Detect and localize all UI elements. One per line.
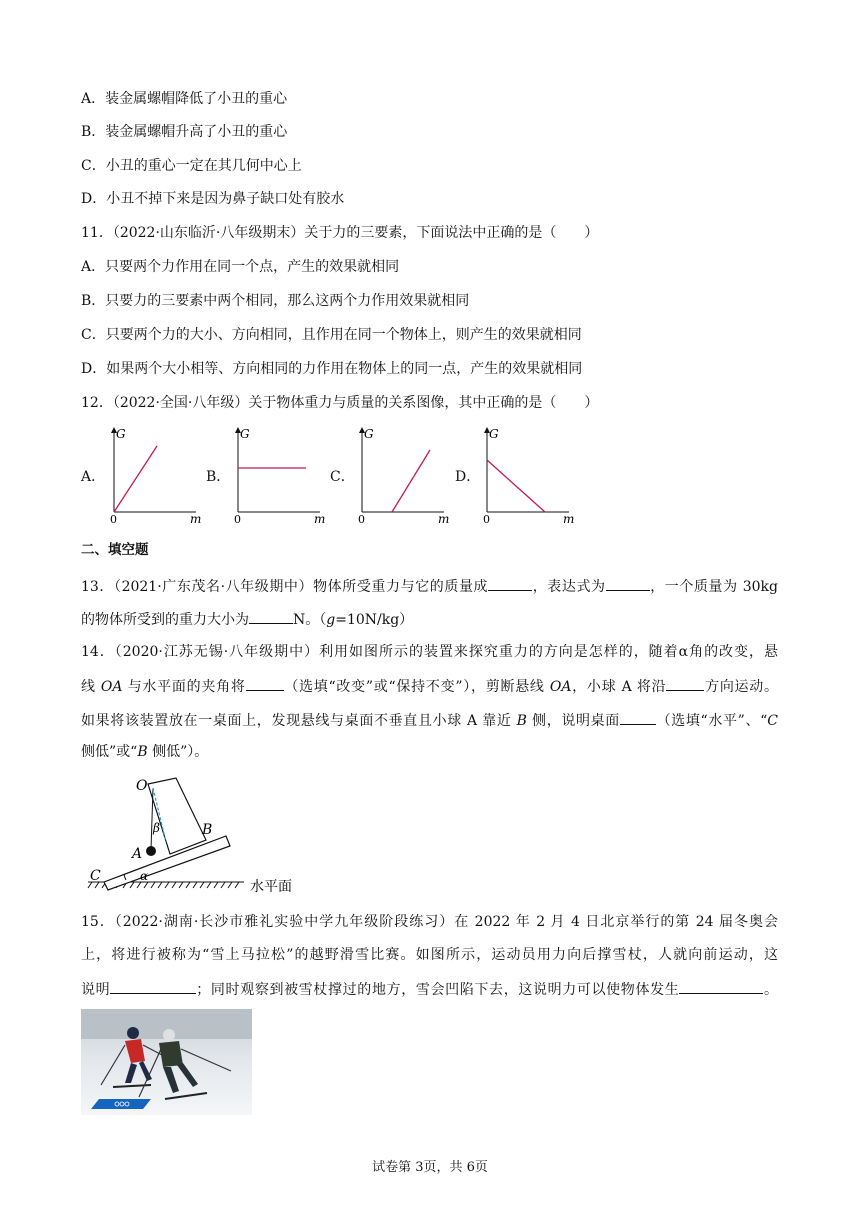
q13-line1: 13．（2021·广东茂名·八年级期中）物体所受重力与它的质量成 ，表达式为 ，一个质量为 30kg — [81, 575, 778, 597]
q11-option-b: B．只要力的三要素中两个相同，那么这两个力作用效果就相同 — [81, 293, 470, 309]
graph-d-origin: 0 — [483, 513, 490, 526]
q11-option-d: D．如果两个大小相等、方向相同的力作用在物体上的同一点，产生的效果就相同 — [81, 361, 583, 377]
graph-d — [477, 424, 577, 526]
label-a: A — [132, 846, 143, 862]
graph-b-axis-y: G — [240, 427, 250, 441]
graph-b — [228, 424, 328, 526]
q10-option-c: C．小丑的重心一定在其几何中心上 — [81, 158, 302, 174]
q15-line3: 说明 ；同时观察到被雪杖撑过的地方，雪会凹陷下去，这说明力可以使物体发生 。 — [81, 978, 778, 1000]
label-o: O — [136, 778, 148, 794]
section-heading: 二、填空题 — [81, 542, 149, 558]
answer-blank — [246, 675, 284, 691]
answer-blank — [666, 675, 704, 691]
q14-line3: 如果将该装置放在一桌面上，发现悬线与桌面不垂直且小球 A 靠近 B 侧，说明桌面 （选填“水平”、“C — [81, 709, 778, 731]
q11-stem: 11．（2022·山东临沂·八年级期末）关于力的三要素，下面说法中正确的是（ ） — [81, 225, 599, 241]
graph-c — [352, 424, 452, 526]
graph-b-origin: 0 — [234, 513, 241, 526]
graph-a-axis-y: G — [116, 427, 126, 441]
label-beta: β — [153, 821, 160, 835]
q15-line2: 上，将进行被称为“雪上马拉松”的越野滑雪比赛。如图所示，运动员用力向后撑雪杖，人就向前运动，这 — [81, 947, 778, 963]
frame-board — [148, 778, 206, 854]
graph-d-axis-x: m — [563, 512, 575, 526]
graph-d-axis-y: G — [489, 427, 499, 441]
q10-option-b: B．装金属螺帽升高了小丑的重心 — [81, 124, 288, 140]
graph-b-axis-x: m — [314, 512, 326, 526]
page-footer: 试卷第 3页，共 6页 — [372, 1160, 488, 1175]
q10-option-d: D．小丑不掉下来是因为鼻子缺口处有胶水 — [81, 191, 345, 207]
graph-a-axis-x: m — [190, 512, 202, 526]
graph-c-axis-x: m — [438, 512, 450, 526]
ad-board — [91, 1099, 151, 1109]
q14-apparatus-figure — [84, 770, 314, 898]
ground-label: 水平面 — [250, 879, 292, 895]
graph-c-label: C． — [330, 469, 355, 485]
graph-a-label: A． — [81, 469, 106, 485]
graph-c-origin: 0 — [358, 513, 365, 526]
graph-d-label: D． — [455, 469, 481, 485]
answer-blank — [249, 608, 293, 624]
answer-blank — [606, 575, 650, 591]
skiing-photo — [81, 1009, 252, 1115]
answer-blank — [110, 978, 196, 994]
ball-a — [146, 846, 156, 856]
answer-blank — [488, 575, 532, 591]
label-c: C — [90, 868, 101, 884]
q14-line2: 线 OA 与水平面的夹角将 （选填“改变”或“保持不变”），剪断悬线 OA，小球 A 将沿 方向运动。 — [81, 675, 778, 697]
label-b: B — [202, 822, 213, 838]
graph-a — [104, 424, 204, 526]
answer-blank — [620, 709, 656, 725]
q11-option-a: A．只要两个力作用在同一个点，产生的效果就相同 — [81, 259, 400, 275]
q11-option-c: C．只要两个力的大小、方向相同，且作用在同一个物体上，则产生的效果就相同 — [81, 327, 582, 343]
q10-option-a: A．装金属螺帽降低了小丑的重心 — [81, 91, 288, 107]
q15-line1: 15．（2022·湖南·长沙市雅礼实验中学九年级阶段练习）在 2022 年 2 月 4 日北京举行的第 24 届冬奥会 — [81, 914, 778, 930]
q14-line1: 14．（2020·江苏无锡·八年级期中）利用如图所示的装置来探究重力的方向是怎样的，随着α角的改变，悬 — [81, 644, 778, 660]
label-alpha: α — [140, 869, 149, 883]
graph-b-label: B． — [206, 469, 231, 485]
answer-blank — [679, 978, 763, 994]
graph-a-line — [114, 446, 157, 512]
graph-d-line — [487, 460, 545, 512]
q14-line4: 侧低”或“B 侧低”）。 — [81, 744, 209, 760]
graph-a-origin: 0 — [110, 513, 117, 526]
q13-line2: 的物体所受到的重力大小为 N。（g=10N/kg） — [81, 608, 413, 630]
q12-stem: 12．（2022·全国·八年级）关于物体重力与质量的关系图像，其中正确的是（ ） — [81, 395, 599, 411]
graph-c-line — [392, 450, 430, 512]
graph-c-axis-y: G — [364, 427, 374, 441]
